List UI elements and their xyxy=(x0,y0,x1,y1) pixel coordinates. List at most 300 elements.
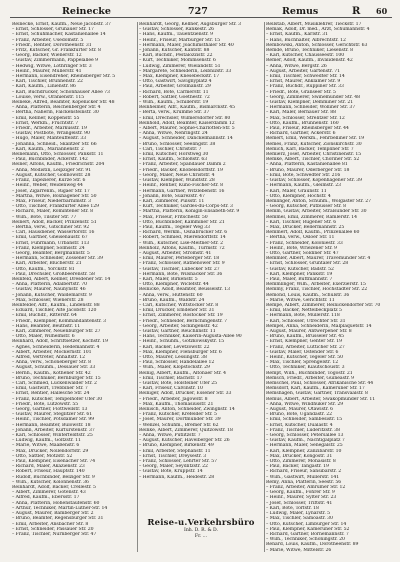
directory-entry: – Ernst, Rentier, Hallesche Str. 24 xyxy=(12,391,90,397)
directory-entry: Reinke, Albert, Zimmerer, Quitzowstr. 18 xyxy=(139,427,233,433)
column-divider xyxy=(137,22,138,552)
directory-entry: – Karl, Bote, Torfstr. 18 xyxy=(266,505,319,511)
directory-entry: – Karl, Bäcker, Levetzowstr. 22 xyxy=(139,344,210,350)
directory-entry: – Paul, Schlosser, Händelallee 12 xyxy=(139,360,215,366)
directory-entry: – Rudolf, Buchbinder, Belziger Str. 9 xyxy=(12,474,95,480)
directory-entry: Reinfeld, Albert, Kellner, Dresdener Str. 14 xyxy=(12,276,111,282)
directory-entry: – Richard, Friseur, Sansibarstr. 2 xyxy=(266,469,342,475)
directory-entry: – Paul, Bäcker, Tangastr. 19 xyxy=(266,464,329,470)
directory-entry: – Paul, Klempner, Kameruner Str. 52 xyxy=(266,526,350,532)
directory-entry: – Kurt, Techniker, Mommsenstr. 6 xyxy=(139,58,216,64)
directory-entry: – Paul, Kaufm., Tegeler Weg 33 xyxy=(139,224,211,230)
directory-entry: – Friedr., Rentier, Dorotheenstr. 31 xyxy=(12,42,92,48)
directory-entry: – Bertha, verw., Gitschiner Str. 92 xyxy=(12,224,90,230)
directory-entry: – Emil, Drucker, Emdener Str. 31 xyxy=(139,308,215,314)
directory-entry: – Hermann, Bote, Müllerstr. 118 xyxy=(266,313,340,319)
directory-entry: Reinhard, Adolf, Schriftsetzer, Kochstr. 19 xyxy=(12,339,108,345)
directory-entry: – Albert, Maurer, Sophie-Charlotten-Str. 5 xyxy=(139,126,235,132)
directory-entry: – Bruno, Bote, Ugandastr. 22 xyxy=(266,412,333,418)
directory-entry: Remde, Bruno, Techniker, Liesenstr. 8 xyxy=(266,48,353,54)
directory-entry: – Margarete, Schneiderin, Leibnizstr. 33 xyxy=(139,68,232,74)
directory-entry: – Albert, Arbeiter, Möckernstr. 101 xyxy=(12,349,92,355)
directory-entry: – Anna, Witwe, Bergstr. 26 xyxy=(266,63,327,69)
directory-entry: – Eduard, Tischler, Alte Jacobstr. 120 xyxy=(12,308,97,314)
advertisement-line: Inh. D. R. & D. xyxy=(184,528,218,533)
directory-entry: – Max, Kaufm., Thomasiusstr. 21 xyxy=(139,401,214,407)
directory-entry: – Bruno, Schlosser, Seelingstr. 38 xyxy=(139,141,216,147)
directory-entry: Rellstab, Albert, Musiklehrer, Tieckstr. 17 xyxy=(266,22,362,27)
directory-entry: – Josef, Schlosser, Triftstr. 41 xyxy=(266,500,333,506)
directory-entry: – Ernst, Tischler, Dreysestr. 3 xyxy=(139,453,207,459)
directory-entry: – Friedr., Schneider, Berlichingenstr. 7 xyxy=(139,318,227,324)
directory-entry: – Wilh., Bote, Tilsiter Str. 77 xyxy=(12,214,77,220)
directory-entry: – Carl, Schmied, Luckenwalder Str. 2 xyxy=(12,381,97,387)
directory-entry: – Heinr., Tischler, Potsdamer Str. 99 xyxy=(12,417,95,423)
directory-entry: Reinhold, Adolf, Beamter, Kaiserdamm 12 xyxy=(139,120,235,126)
directory-entry: – Max, Drucker, Bellermannstr. 25 xyxy=(266,224,345,230)
directory-entry: – Gustav, Bote, Holsteiner Ufer 25 xyxy=(139,381,217,387)
header-small-number: 60 xyxy=(376,6,388,16)
directory-entry: – Friedr., Bäcker, Knobelsdorffstr. 19 xyxy=(139,167,223,173)
directory-entry: – Gustav, Bote, Kruppstr. 14 xyxy=(139,469,203,475)
directory-entry: – Anna, verw., Schöneberger Str. 8 xyxy=(12,360,92,366)
directory-entry: – August, Schneider, Danckelmannstr. 14 xyxy=(139,136,233,142)
directory-entry: – Bruno, Kaufm., Waldstr. 24 xyxy=(139,297,205,303)
directory-entry: – Max, Klempner, Flensburger Str. 6 xyxy=(139,349,222,355)
directory-entry: – Martha, Witwe, Boxhagener Str. 50 xyxy=(12,193,97,199)
header-page-number: 727 xyxy=(188,6,208,17)
directory-entry: – Robert, Schmied, Mierendorffstr. 14 xyxy=(139,235,226,241)
directory-entry: – Anna, Modistin, Leipziger Str. 91 xyxy=(12,167,92,173)
directory-entry: – Franz, Kutscher, Krefelder Str. 5 xyxy=(139,412,217,418)
directory-entry: – Anna, Plätterin, Reichenberger Str. 4 xyxy=(12,105,101,111)
directory-entry: – Emil, Kutscher, Horstweg 30 xyxy=(139,152,209,158)
directory-entry: – Franz, Kutscher, Tempelhofer Ufer 30 xyxy=(12,396,103,402)
directory-entry: – Robert, Sattler, Goethestr. 72 xyxy=(139,94,210,100)
directory-entry: – Johann, Kutscher, Waldemarstr. 9 xyxy=(12,292,92,298)
directory-entry: – Bruno, Beamter, Regensburger Str. 31 xyxy=(12,516,104,522)
directory-entry: – Ernst, Maurer, Anklamer Str. 9 xyxy=(266,79,341,85)
directory-entry: – Albert, Zimmerer, Gotenstr. 43 xyxy=(12,490,86,496)
directory-entry: – Otto, Tischler, Frankfurter Allee 129 xyxy=(12,204,100,210)
column-middle xyxy=(139,22,263,554)
directory-entry: – Heinr., Weber, Weidenweg 44 xyxy=(12,183,83,189)
directory-entry: – Gustav, Postbote, Wrangelstr. 90 xyxy=(12,131,90,137)
directory-entry: – August, Schuhm., Dessauer Str. 33 xyxy=(12,365,96,371)
directory-entry: – Gustav, Kutscher, Badstr. 52 xyxy=(266,266,334,272)
directory-entry: – Emil, Tischler, Bachstr. 17 xyxy=(139,375,203,381)
directory-entry: Remus, Albert, Arbeiter, Swakopmunder Str. 11 xyxy=(266,396,376,402)
directory-entry: – Gustav, Schlosser, Kopenhagener Str. 39 xyxy=(266,178,363,184)
directory-entry: – Fritz, Kutscher, Gr. Frankfurter Str. 8 xyxy=(12,48,101,54)
directory-entry: – Ernst, Schlosser, Grüntaler Str. 28 xyxy=(266,261,349,267)
directory-entry: – Anna, Plätterin, Hohenstaufenstr. 60 xyxy=(12,500,100,506)
directory-entry: – Richard, Bote, Carmerstr. 11 xyxy=(139,89,209,95)
directory-entry: – Heinr., Schuhm., Gotzkowskystr. 15 xyxy=(139,339,225,345)
directory-entry: – Ernst, Kaufm., Schloßstr. 63 xyxy=(139,157,208,163)
directory-entry: – Hugo, Maler, Manteuffelstr. 33 xyxy=(12,136,87,142)
directory-entry: – Heinr., Kutscher, Tegeler Str. 50 xyxy=(266,355,343,360)
directory-entry: – Franz, Arbeiter, Usedomstr. 5 xyxy=(12,37,84,43)
directory-entry: – Paul, Maler, Buttmannstr. 7 xyxy=(266,276,333,282)
directory-entry: – Hans, Beamter, Beuthstr. 11 xyxy=(12,323,81,329)
directory-entry: – Richard, Maler, Romintener Str. 8 xyxy=(12,209,93,215)
directory-entry: – Karl, Schlosser, Winterfeldtstr. 25 xyxy=(12,433,93,439)
directory-entry: – Emil, Arbeiter, Stephanstr. 11 xyxy=(139,448,211,454)
directory-entry: – Ernst, Klempner, Genter Str. 19 xyxy=(266,339,342,345)
directory-entry: Remierz, Josef, Arbeiter, Christinenstr. 15 xyxy=(266,152,362,158)
directory-entry: – Franz, Klempner, Solmsstr. 24 xyxy=(12,245,85,251)
directory-entry: Remschel, Paul, Schlosser, Afrikanische Str. 44 xyxy=(266,381,374,387)
directory-entry: – Friedr., Arbeiter, Markusstr. 19 xyxy=(12,126,87,132)
directory-entry: – Franz, Tischler, Lüderitzstr. 38 xyxy=(266,427,340,433)
directory-entry: – Berta, verw., Krumme Str. 37 xyxy=(139,110,210,116)
directory-entry: – August, Maurer, Antwerpener Str. 8 xyxy=(266,328,352,334)
directory-entry: Remy, Anna, Plätterin, Seestr. 56 xyxy=(266,479,342,485)
directory-entry: Remmert, Adolf, Kaufm., Prinzenallee 60 xyxy=(266,230,360,236)
directory-entry: – Gustav, Maurer, Steglitzer Str. 61 xyxy=(12,412,93,418)
directory-entry: Reinheimer, Alfr., Kaufm., Bismarckstr. 45 xyxy=(139,105,235,111)
directory-entry: Remlinger, Anton, Schuhm., Wolgaster Str. 27 xyxy=(266,198,371,204)
directory-entry: – Richard, Gärtner, Ackerstr. 6 xyxy=(266,131,336,137)
directory-entry: Remert, Emil, Werkm., Fehrbelliner Str. 19 xyxy=(266,136,365,142)
directory-entry: – Karl, Klempner, Zanzibarstr. 10 xyxy=(266,448,342,454)
directory-entry: – Karl, Tischler, Brunnenstr. 22 xyxy=(12,79,83,85)
directory-entry: Remshagen, Gustav, Gärtner, Transvaalstr. 8 xyxy=(266,391,368,397)
directory-entry: – Richard, Maler, Akazienstr. 23 xyxy=(12,464,85,470)
directory-entry: – Max, Schlosser, Strelitzer Str. 12 xyxy=(266,115,345,121)
directory-entry: – Richard, Werkm., Osnabrücker Str. 6 xyxy=(139,230,228,236)
directory-entry: – Hermann, Kaufm., Gleimstr. 23 xyxy=(266,183,341,189)
directory-entry: Reineke, Alfred, Beamter, Köpenicker Str. 48 xyxy=(12,100,115,106)
directory-entry: – Bruno, Techniker, Bernburger Str. 15 xyxy=(12,375,101,381)
directory-entry: Reiner, Alfons, Kaufm., Friedrichstr. 204 xyxy=(12,162,105,168)
directory-entry: – Max, Schlosser, Wienerstr. 28 xyxy=(12,297,84,303)
directory-entry: – Otto, Kaufm., Brunnenstr. 160 xyxy=(266,120,339,126)
directory-entry: – Heinr., Rentier, Kuno-Fischer-Str. 8 xyxy=(139,183,223,189)
directory-entry: Remsch, Friedr., Arbeiter, Guineastr. 9 xyxy=(266,375,355,381)
directory-entry: – Friedr., Bote, Lützowstr. 55 xyxy=(12,401,79,407)
directory-entry: – Wilh., Kutscher, Lise-Meitner-Str. 2 xyxy=(139,240,223,246)
directory-entry: – Richard, Gärtner, Bornemannstr. 7 xyxy=(266,531,349,537)
directory-entry: – Hermann, Schneider, Wolliner Str. 37 xyxy=(266,105,356,111)
directory-entry: – Josef, Zigarrenm., Rigaer Str. 17 xyxy=(12,188,90,194)
directory-entry: – Franz, Tapezierer, Kurze Str. 6 xyxy=(12,178,86,184)
directory-entry: – Carl, Kutscher, Wittstocker Str. 8 xyxy=(139,302,219,308)
directory-entry: – Georg, Gärtner, Flottwellstr. 13 xyxy=(12,407,88,413)
directory-entry: – Otto, Maler, Wilhelmstr. 6 xyxy=(12,334,75,340)
directory-entry: – Gustav, Kaufm., Nachtigalplatz 7 xyxy=(266,438,345,444)
directory-entry: – Hans, Buchhalter, Albrechtstr. 12 xyxy=(266,37,346,43)
directory-entry: Remmlinger, Wilh., Arbeiter, Exerzierstr. 15 xyxy=(266,282,366,288)
directory-entry: – Franz, Schneider, Koloniestr. 33 xyxy=(266,240,343,246)
advertisement-title: Reise-u.Verkehrsbüro xyxy=(147,518,255,528)
directory-entry: – Karl, Arbeiter, Blücherstr. 21 xyxy=(12,261,82,267)
directory-entry: – Ernst, Fuhrmann, Urbanstr. 113 xyxy=(12,240,90,246)
directory-entry: – Gustav, Zimmermann, Pappelallee 9 xyxy=(12,58,98,64)
header-left-word: Reinecke xyxy=(62,6,111,17)
directory-entry: – August, Kutscher, Gollnowstr. 28 xyxy=(12,172,91,178)
directory-entry: – Gustav, Schlosser, Rankestr. 26 xyxy=(139,27,215,33)
directory-entry: Remer, Adolf, Kaufm., Invalidenstr. 42 xyxy=(266,58,353,64)
directory-entry: – Hermann, Schneider, Zossener Str. 39 xyxy=(12,256,103,262)
directory-entry: – Bruno, Maurer, Oderberger Str. 18 xyxy=(266,167,350,173)
directory-entry: – Marie, Witwe, Maaßenstr. 6 xyxy=(12,443,80,449)
directory-entry: Remes, Franz, Kutscher, Zionskirchstr. 30 xyxy=(266,141,362,147)
directory-entry: Remm, Gustav, Arbeiter, Stralsunder Str. 30 xyxy=(266,209,367,215)
directory-entry: – Ernst, Schlosser, Grünauer Str. 17 xyxy=(12,27,94,33)
directory-entry: – Paul, Buchbinder, Ackerstr. 142 xyxy=(12,157,88,163)
directory-entry: – Wenzel, Schuhm., Bremer Str. 62 xyxy=(139,422,219,428)
column-left xyxy=(12,22,136,554)
directory-entry: – Emil, Gärtner, Gneisenaustr. 67 xyxy=(12,235,88,241)
header-right-word: Remus xyxy=(282,6,319,17)
directory-entry: – Karl, Kutscher, Chausseestr. 100 xyxy=(266,53,345,59)
directory-entry: – Georg, Beamter, Bergmannstr. 5 xyxy=(12,250,90,256)
directory-entry: – Karl, Friseur, Calvinstr. 10 xyxy=(139,386,203,392)
directory-entry: – Carl, Tischler, Christstr. 7 xyxy=(139,146,202,152)
directory-entry: – Otto, Sattler, Motzstr. 52 xyxy=(12,453,73,459)
directory-entry: – Anna, Plätterin, Adalbertstr. 70 xyxy=(12,282,88,288)
directory-entry: – Max, Drucker, Nollendorfstr. 29 xyxy=(12,448,89,454)
directory-entry: – Otto, Buchbinder, Kamminer Str. 21 xyxy=(139,219,225,225)
directory-entry: – Ludwig, Kaufm., Goltzstr. 11 xyxy=(12,438,81,444)
directory-entry: – Karl, Kaufm., Linienstr. 86 xyxy=(12,84,76,90)
directory-entry: – Hedwig, Witwe, Lothringer Str. 3 xyxy=(12,63,92,69)
directory-entry: – Emil, Gastwirt, Trebbiner Str. 7 xyxy=(12,386,88,392)
directory-entry: – August, Maurer, Otawistr. 6 xyxy=(266,407,334,413)
directory-entry: – Georg, Arbeiter, Sickingenstr. 42 xyxy=(139,323,218,329)
directory-entry: – Agnes, Schneiderin, Hedemannstr. 4 xyxy=(12,344,100,350)
directory-entry: – Karl, Zimmerer, Pulsstr. 11 xyxy=(139,198,205,204)
directory-entry: – Hermann, Bote, Wilsnacker Str. 36 xyxy=(139,271,223,277)
directory-entry: Rempel, Anna, Schneiderin, Malplaquetstr. 14 xyxy=(266,323,372,329)
directory-entry: – Karl, Maler, Graunstr. 11 xyxy=(266,188,327,194)
directory-entry: – Louise, verw., Oranienstr. 115 xyxy=(12,94,85,100)
directory-entry: – Hermann, Maler, Joachimsthaler Str. 40 xyxy=(139,42,234,48)
directory-entry: – Franz, Arbeiter, Lütticher Str. 27 xyxy=(266,344,345,350)
directory-entry: – Ernst, Schuhmacher, Kastanienallee 14 xyxy=(12,32,106,38)
directory-entry: Reinhardt, Georg, Kellner, Augsburger Str. 3 xyxy=(139,22,241,27)
directory-entry: Reinicke, Adolf, Beamter, Beusselstr. 13 xyxy=(139,287,230,293)
directory-entry: – Otto, Gärtner, Soldiner Str. 47 xyxy=(266,250,339,256)
directory-entry: – Ernst, Kutscher, Dualastr. 4 xyxy=(266,422,333,428)
directory-entry: – Marie, Witwe, Mittelstr. 26 xyxy=(266,547,332,553)
directory-entry: – August, Arbeiter, Gartenstr. 71 xyxy=(266,68,341,74)
directory-entry: – Marie, Witwe, Gerichtstr. 11 xyxy=(266,297,335,303)
directory-entry: – Otto, Techniker, Kiautschoustr. 3 xyxy=(266,365,345,371)
directory-entry: Remmy, Franz, Tischler, Hochstädter Str. 22 xyxy=(266,287,368,293)
directory-entry: Remmler, Albert, Maurer, Travemünder Str. 4 xyxy=(266,256,371,262)
directory-entry: – Wilh., Techniker, Schöningstr. 20 xyxy=(266,537,345,543)
directory-entry: – Hermann, Eisendreher, Rheinsberger Str. 5 xyxy=(12,74,116,80)
directory-entry: – Hermann, Kaufm., Heidestr. 28 xyxy=(139,474,215,480)
directory-entry: – Robert, Friseur, Hauptstr. 140 xyxy=(12,469,85,475)
directory-entry: – Karl, Kaufm., Mariannenstr. 2 xyxy=(12,146,84,152)
directory-entry: – Hans, Kaufm., Tauentzienstr. 9 xyxy=(139,32,213,38)
directory-entry: – Hermann, Gärtner, Witzlebenstr. 16 xyxy=(139,188,225,194)
directory-entry: – Carl, Hausdiener, Wassertorstr. 16 xyxy=(12,230,95,236)
directory-entry: Reinemann, Otto, Schlosser, Pankstr. 11 xyxy=(12,152,104,158)
directory-entry: Renard, Louis, Kaufm., Dorotheenstr. 89 xyxy=(266,542,359,548)
directory-entry: – Otto, Maurer, Lessingstr. 38 xyxy=(139,355,207,360)
directory-entry: – Johanna, Schneid., Skalitzer Str. 66 xyxy=(12,141,97,147)
directory-entry: – Georg, Kutscher, Putbusser Str. 8 xyxy=(266,204,346,210)
directory-entry: – Friedr., Arbeiter, Jagowstr. 8 xyxy=(139,396,208,402)
directory-entry: Rempt, Wilh., Buchbinder, Togostr. 21 xyxy=(266,370,353,376)
directory-entry: – Otto, Kutscher, Limburger Str. 14 xyxy=(266,521,347,527)
directory-entry: – Anna, Witwe, Windhuker Str. 29 xyxy=(266,401,344,407)
directory-entry: – Anna, Witwe, Nehringstr. 24 xyxy=(139,131,208,137)
directory-entry: Rembowski, Anton, Schlosser, Gerichtstr. 63 xyxy=(266,42,368,48)
header-rule xyxy=(10,17,392,18)
directory-entry: – Georg, Schlosser, Petersallee 13 xyxy=(266,433,344,439)
directory-entry: – August, Kutscher, Havelberger Str. 26 xyxy=(139,438,230,444)
directory-entry: – Franz, Schlosser, Lehrter Str. 57 xyxy=(139,459,217,465)
directory-entry: – Otto, Gastwirt, Savignyplatz 4 xyxy=(139,79,212,85)
directory-entry: – Friedr., Bote, Granseer Str. 5 xyxy=(266,89,336,95)
directory-entry: – Max, Tischler, Sprengelstr. 12 xyxy=(266,360,339,366)
directory-entry: – Bruno, Kaufm., Brüsseler Str. 45 xyxy=(266,334,345,340)
directory-entry: – Otto, Klempner, Hochstr. 4 xyxy=(266,193,331,199)
directory-entry: – Georg, Bäcker, Wienerstr. 12 xyxy=(12,53,82,59)
directory-entry: – Ernst, Werkm., Fruchtstr. 7 xyxy=(12,120,79,126)
directory-entry: – Alfred, Vertreter, Anhaltstr. 12 xyxy=(12,355,86,360)
directory-entry: – Heinr., Friseur, Marburger Str. 15 xyxy=(139,37,221,43)
directory-entry: – Gustav, Klempner, Demminer Str. 21 xyxy=(266,100,354,106)
directory-entry: Remich, Karl, Bäcker, Templiner Str. 7 xyxy=(266,146,354,152)
directory-entry: – Heinr., Bote, Wriezener Str. 9 xyxy=(266,245,337,251)
directory-entry: – Max, Drucker, Kongostr. 31 xyxy=(266,453,333,459)
directory-entry: – Georg, Zimmerer, Swinemünder Str. 48 xyxy=(266,94,360,100)
directory-entry: – Georg, Kaufm., Föhrer Str. 9 xyxy=(266,490,335,496)
directory-entry: – Franz, Arbeiter, Spandauer Damm 2 xyxy=(139,162,226,168)
directory-entry: – Wilh., Gastwirt, Müllerstr. 141 xyxy=(266,474,340,480)
directory-entry: Remmel, Emil, Zimmerer, Ramlerstr. 14 xyxy=(266,214,358,220)
directory-entry: Reinhardt, Adolf, Bäcker, Crellestr. 5 xyxy=(12,485,96,491)
advertisement-line: Fr. ... xyxy=(194,533,208,539)
directory-entry: – Max, Friseur, Fritschestr. 50 xyxy=(139,214,208,220)
directory-entry: – Karl, Tischler, Rügener Str. 6 xyxy=(266,219,337,225)
directory-entry: – Bernh., Kaufm., Köthener Str. 42 xyxy=(12,370,91,376)
directory-entry: Remond, Louis, Kaufm., Schulstr. 36 xyxy=(266,292,350,298)
directory-entry: – Anna, Plätterin, Kastanienallee 81 xyxy=(266,162,348,168)
directory-entry: Reinecke, Ernst, Kaufm., Neue Jacobstr. 37 xyxy=(12,22,111,27)
directory-entry: – Kurt, Techniker, Gardes-du-Corps-Str. 3 xyxy=(139,204,233,210)
directory-entry: – Emil, Bäcker, Nettelbeckplatz 5 xyxy=(266,308,342,314)
directory-entry: Remak, Adolf, Dr. med., Arzt, Schumannstr. 4 xyxy=(266,27,370,33)
column-divider xyxy=(264,22,265,552)
directory-entry: – Alfred, Kaufm., Ebersstr. 17 xyxy=(12,495,80,501)
directory-entry: – Gustav, Tischler, Lübecker Str. 27 xyxy=(139,266,220,272)
directory-entry: Reinig, Albert, Kaufm., Altonaer Str. 4 xyxy=(139,370,226,376)
directory-entry: – Karl, Buchdrucker, Schönhauser Allee 73 xyxy=(12,89,110,95)
travel-bureau-advertisement xyxy=(139,518,263,550)
directory-entry: – Ernst, Schneider, Passauer Str. 20 xyxy=(12,526,94,532)
directory-entry: – Gustav, Maurer, Naunynstr. 46 xyxy=(12,287,86,293)
header-section-letter: R xyxy=(352,6,361,17)
directory-entry: – Karl, Zimmerer, Neuenburger Str. 27 xyxy=(12,328,101,334)
directory-entry: – Georg, Maler, Seydlitzstr. 22 xyxy=(139,464,208,470)
directory-entry: – Franz, Schlosser, Rathenower Str. 9 xyxy=(139,261,225,267)
directory-entry: – Emil, Bote, Schwedter Str. 216 xyxy=(266,172,341,178)
directory-entry: Remsdorf, Karl, Kaufm., Kameruner Str. 17 xyxy=(266,386,365,392)
directory-entry: – Otto, Klempner, Wiclefstr. 44 xyxy=(139,282,209,288)
directory-entry: – Friedr., Klempner, Kommandantenstr. 3 xyxy=(12,318,106,324)
directory-entry: – Emil, Kellner, Koppenstr. 55 xyxy=(12,115,80,121)
directory-entry: – Karl, Maler, Bernauer Str. 88 xyxy=(266,110,336,116)
directory-entry: – Anna, verw., Huttenstr. 60 xyxy=(139,292,203,298)
column-right xyxy=(266,22,390,554)
directory-entry: – Otto, Zimmerer, Mohasistr. 8 xyxy=(266,459,336,465)
directory-entry: – Josef, Maurer, Dortmunder Str. 39 xyxy=(139,417,221,423)
directory-entry: – Johann, Kutscher, Kantstr. 88 xyxy=(139,48,210,54)
directory-entry: – Franz, Buchdr., Ruppiner Str. 33 xyxy=(266,84,344,90)
directory-entry: – Emil, Maurer, Perleberger Str. 18 xyxy=(139,256,220,262)
directory-entry: Reiniger, Adolf, Drucker, Essener Str. 33 xyxy=(139,391,232,397)
directory-entry: – Paul, Arbeiter, Grolmanstr. 29 xyxy=(139,84,211,90)
directory-entry: – August, Maurer, Bamberger Str. 2 xyxy=(12,511,94,517)
directory-entry: Reinisch, Anton, Schneider, Zwinglistr. 14 xyxy=(139,407,235,413)
directory-entry: – Bertha, Näherin, Falckensteinstr. 30 xyxy=(12,110,99,116)
directory-entry: Remke, Albert, Tischler, Choriner Str. 52 xyxy=(266,157,360,163)
directory-entry: – Karl, Maler, Birkenstr. 5 xyxy=(139,276,198,282)
directory-entry: – Georg, Maler, Neue Christstr. 4 xyxy=(139,172,215,178)
directory-entry: – Arthur, Techniker, Martin-Luther-Str. 14 xyxy=(12,505,108,511)
directory-entry: – Gustav, Klempner, Wundtstr. 28 xyxy=(139,178,215,184)
directory-entry: – Emil, Tischler, Schwedter Str. 14 xyxy=(266,74,345,80)
directory-entry: – August, Arbeiter, Stromstr. 41 xyxy=(139,250,212,256)
directory-entry: – Franz, Tischler, Nürnberger Str. 47 xyxy=(12,531,97,537)
directory-entry: Reinfelder, Alfr., Kaufm., Lindenstr. 88 xyxy=(12,302,100,308)
directory-entry: – Max, Klempner, Knesebeckstr. 17 xyxy=(139,74,220,80)
directory-entry: – Paul, Klempner, Eisenacher Str. 74 xyxy=(12,459,96,465)
directory-entry: – Hermann, Beamter, Bülowstr. 18 xyxy=(12,422,91,428)
directory-entry: – Emil, Buchdr., Ritterstr. 64 xyxy=(12,313,77,319)
directory-entry: – Ernst, Zimmerer, Rostocker Str. 19 xyxy=(139,313,223,319)
directory-entry: – Otto, Kaufm., Yorckstr. 81 xyxy=(12,266,75,272)
directory-entry: – Anna, Witwe, Putlitzstr. 7 xyxy=(139,433,201,439)
directory-entry: – Heinr., Maurer, Sylter Str. 23 xyxy=(266,495,337,501)
directory-entry: – Wilh., Kaufm., Schillerstr. 19 xyxy=(139,100,209,106)
directory-entry: – Karl, Buchdr., Pestalozzistr. 22 xyxy=(139,53,213,59)
directory-entry: – Paul, Friseur, Rheinsberger Str. 44 xyxy=(266,126,349,132)
directory-entry: – Bertha, verw., Osloer Str. 11 xyxy=(266,235,335,241)
directory-entry: – Johann, Bote, Suarezstr. 47 xyxy=(139,193,205,199)
directory-entry: – Ludwig, Maler, Lynarstr. 5 xyxy=(266,511,331,517)
directory-entry: – Paul, Drechsler, Großbeerenstr. 58 xyxy=(12,271,95,277)
directory-entry: – Emil, Arbeiter, Ansbacher Str. 8 xyxy=(12,521,89,527)
directory-entry: – Gustav, Maler, Ostender Str. 6 xyxy=(266,349,339,355)
directory-entry: – Hans, Techniker, Kaiserin-Augusta-Allee 90 xyxy=(139,334,242,340)
directory-entry: – Ernst, Kaufm., Karlstr. 31 xyxy=(266,32,329,38)
directory-entry: – Martha, Plätterin, Königin-Elisabeth-Str. 9 xyxy=(139,209,240,215)
directory-entry: – Emil, Drechsler, Wilmersdorfer Str. 80 xyxy=(139,115,231,121)
directory-entry: – Hermann, Maler, Senegalstr. 25 xyxy=(266,443,343,449)
directory-entry: – Bruno, Klempner, Birkenstr. 49 xyxy=(139,443,214,449)
directory-entry: – Franz, Arbeiter, Amrumer Str. 12 xyxy=(266,485,346,491)
directory-entry: – Wilh., Maler, Klopstockstr. 29 xyxy=(139,365,210,371)
directory-entry: – Heinr., Maurer, Müllerstr. 41 xyxy=(12,68,82,74)
directory-entry: – Wilh., Kutscher, Kolonnenstr. 36 xyxy=(12,479,89,485)
directory-entry: – Ludwig, Zimmerer, Wielandstr. 51 xyxy=(139,63,221,69)
directory-entry: – Max, Tischler, Samoastr. 30 xyxy=(266,516,333,522)
directory-entry: Reinert, Adolf, Bäcker, Prinzenstr. 51 xyxy=(12,219,97,225)
directory-entry: – Gustav, Gärtner, Reuchlinstr. 11 xyxy=(139,328,216,334)
directory-entry: – Max, Friseur, Niederbarnimstr. 3 xyxy=(12,198,91,204)
directory-entry: – Karl, Klempner, Pankstr. 19 xyxy=(266,271,333,277)
directory-entry: – Johann, Arbeiter, Kurfürstenstr. 37 xyxy=(12,427,95,433)
